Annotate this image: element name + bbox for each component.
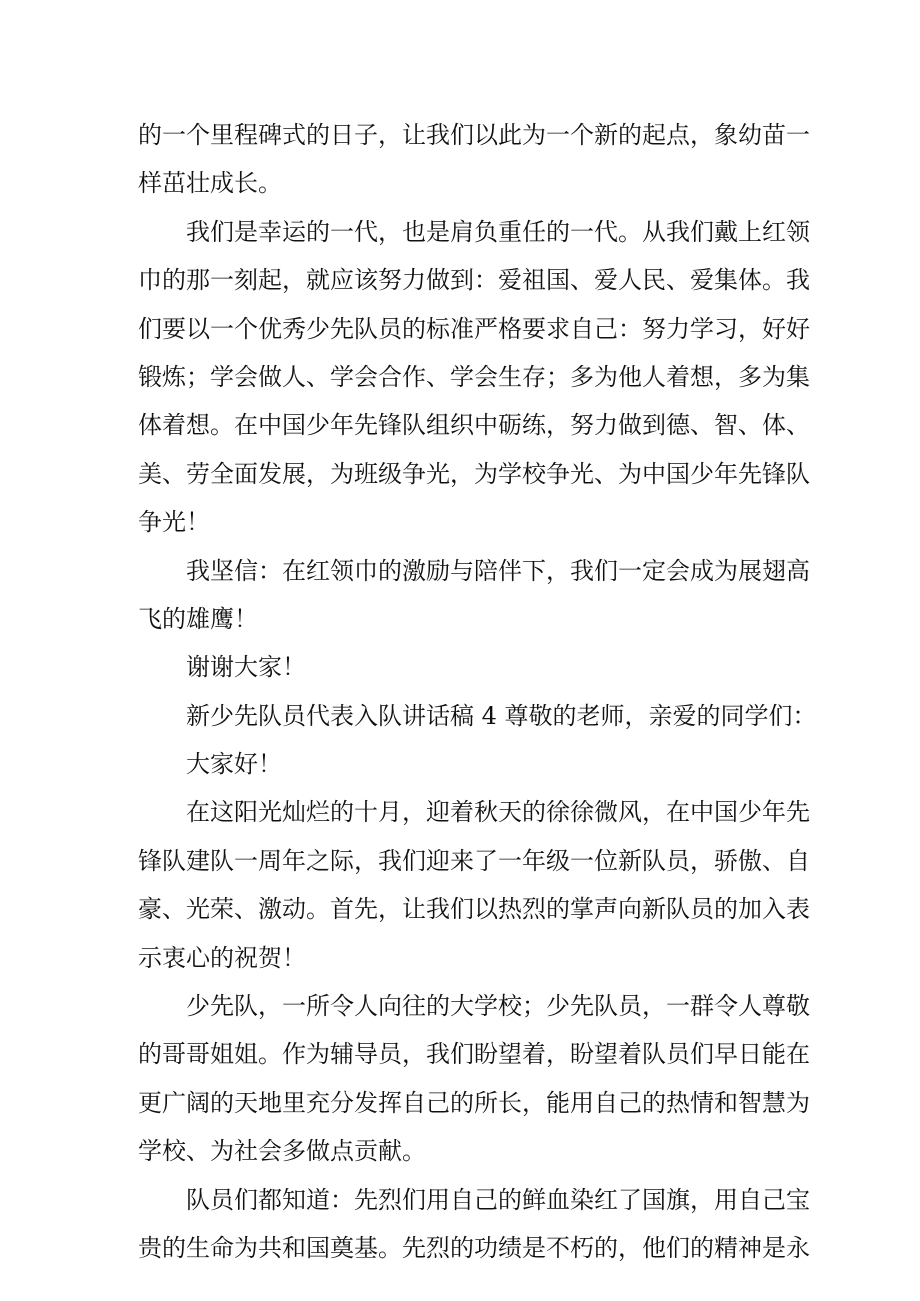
text-line: 争光！ xyxy=(138,508,210,537)
text-line: 锋队建队一周年之际，我们迎来了一年级一位新队员，骄傲、自 xyxy=(138,846,810,875)
text-line: 我坚信：在红领巾的激励与陪伴下，我们一定会成为展翅高 xyxy=(186,556,810,585)
text-line: 谢谢大家！ xyxy=(186,653,306,682)
text-line: 美、劳全面发展，为班级争光，为学校争光、为中国少年先锋队 xyxy=(138,459,810,488)
text-line: 飞的雄鹰！ xyxy=(138,604,258,633)
text-line: 的一个里程碑式的日子，让我们以此为一个新的起点，象幼苗一 xyxy=(138,121,810,149)
text-line: 巾的那一刻起，就应该努力做到：爱祖国、爱人民、爱集体。我 xyxy=(138,266,810,295)
text-line: 样茁壮成长。 xyxy=(138,169,282,198)
text-line: 豪、光荣、激动。首先，让我们以热烈的掌声向新队员的加入表 xyxy=(138,895,810,924)
text-line: 大家好！ xyxy=(186,750,282,779)
text-line: 体着想。在中国少年先锋队组织中砺练，努力做到德、智、体、 xyxy=(138,411,810,440)
text-line: 们要以一个优秀少先队员的标准严格要求自己：努力学习，好好 xyxy=(138,314,810,343)
text-line: 我们是幸运的一代，也是肩负重任的一代。从我们戴上红领 xyxy=(186,217,810,246)
text-line: 学校、为社会多做点贡献。 xyxy=(138,1137,426,1166)
text-line: 贵的生命为共和国奠基。先烈的功绩是不朽的，他们的精神是永 xyxy=(138,1233,810,1262)
speech-text xyxy=(138,111,817,1272)
text-line: 更广阔的天地里充分发挥自己的所长，能用自己的热情和智慧为 xyxy=(138,1088,810,1117)
text-line: 新少先队员代表入队讲话稿 4 尊敬的老师，亲爱的同学们： xyxy=(186,701,817,730)
text-line: 队员们都知道：先烈们用自己的鲜血染红了国旗，用自己宝 xyxy=(186,1185,810,1214)
text-line: 的哥哥姐姐。作为辅导员，我们盼望着，盼望着队员们早日能在 xyxy=(138,1040,810,1069)
text-line: 在这阳光灿烂的十月，迎着秋天的徐徐微风，在中国少年先 xyxy=(186,798,810,827)
text-line: 示衷心的祝贺！ xyxy=(138,943,306,972)
text-line: 少先队，一所令人向往的大学校；少先队员，一群令人尊敬 xyxy=(186,992,810,1021)
text-line: 锻炼；学会做人、学会合作、学会生存；多为他人着想，多为集 xyxy=(138,362,810,391)
